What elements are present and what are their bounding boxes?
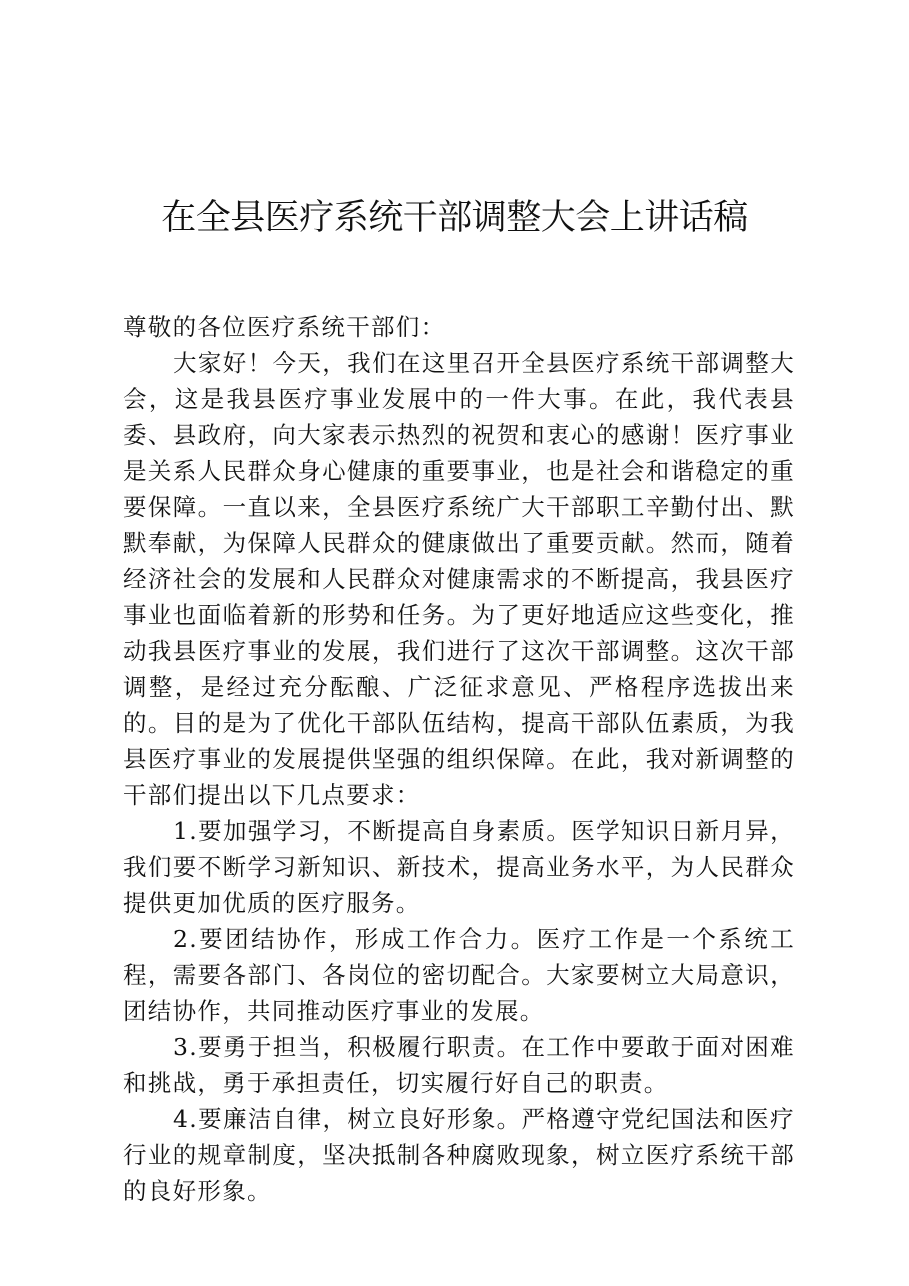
salutation: 尊敬的各位医疗系统干部们： — [123, 313, 446, 341]
paragraph-requirement-1: 1.要加强学习，不断提高自身素质。医学知识日新月异，我们要不断学习新知识、新技术，提高业务水平，为人民群众提供更加优质的医疗服务。 — [123, 817, 795, 917]
paragraph-requirement-2: 2.要团结协作，形成工作合力。医疗工作是一个系统工程，需要各部门、各岗位的密切配合。大家要树立大局意识，团结协作，共同推动医疗事业的发展。 — [123, 925, 795, 1025]
paragraph-requirement-4: 4.要廉洁自律，树立良好形象。严格遵守党纪国法和医疗行业的规章制度，坚决抵制各种腐败现象，树立医疗系统干部的良好形象。 — [123, 1105, 795, 1205]
document-title: 在全县医疗系统干部调整大会上讲话稿 — [161, 198, 748, 238]
paragraph-opening: 大家好！今天，我们在这里召开全县医疗系统干部调整大会，这是我县医疗事业发展中的一件大事。在此，我代表县委、县政府，向大家表示热烈的祝贺和衷心的感谢！医疗事业是关系人民群众身心健康的重要事业，也是社会和谐稳定的重要保障。一直以来，全县医疗系统广大干部职工辛勤付出、默默奉献，为保障人民群众的健康做出了重要贡献。然而，随着经济社会的发展和人民群众对健康需求的不断提高，我县医疗事业也面临着新的形势和任务。为了更好地适应这些变化，推动我县医疗事业的发展，我们进行了这次干部调整。这次干部调整，是经过充分酝酿、广泛征求意见、严格程序选拔出来的。目的是为了优化干部队伍结构，提高干部队伍素质，为我县医疗事业的发展提供坚强的组织保障。在此，我对新调整的干部们提出以下几点要求： — [123, 349, 795, 809]
document-body — [123, 309, 795, 1209]
paragraph-requirement-3: 3.要勇于担当，积极履行职责。在工作中要敢于面对困难和挑战，勇于承担责任，切实履行好自己的职责。 — [123, 1033, 795, 1097]
